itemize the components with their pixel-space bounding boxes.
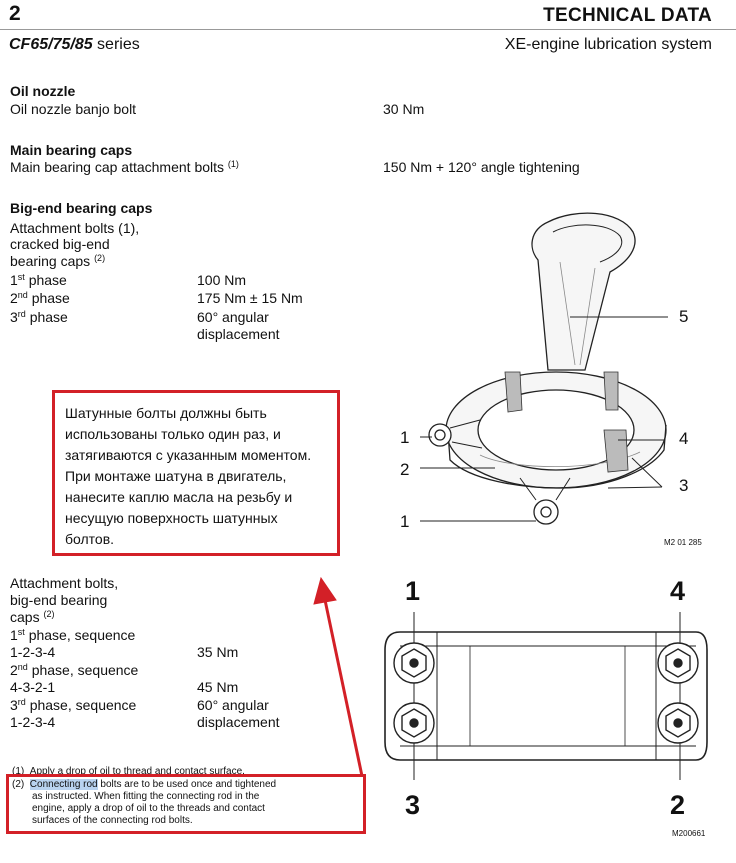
callout-1-upper: 1 [400, 428, 410, 447]
big-end-note-ref: (2) [94, 253, 106, 263]
phase-word: phase, sequence [24, 627, 136, 643]
section-subtitle: XE-engine lubrication system [504, 36, 712, 53]
callout-1-lower: 1 [400, 512, 410, 531]
big-end-phase-3-value2: displacement [197, 326, 280, 342]
bolt-label-1: 1 [405, 576, 421, 606]
phase-word: phase, sequence [25, 697, 137, 713]
oil-nozzle-item: Oil nozzle banjo bolt [10, 101, 137, 117]
oil-nozzle-heading: Oil nozzle [10, 83, 76, 99]
phase-ordinal: st [17, 627, 25, 637]
seq-phase-2-value: 45 Nm [197, 679, 239, 695]
seq-phase-2-label [10, 662, 138, 679]
phase-ordinal: st [17, 272, 25, 282]
bolt-sequence-drawing [385, 612, 707, 780]
callout-5: 5 [679, 307, 689, 326]
big-end-phase-3-value: 60° angular [197, 309, 269, 325]
seq-phase-1-value: 35 Nm [197, 644, 239, 660]
russian-annotation-note: Шатунные болты должны быть использованы только один раз, и затягиваются с указанным моментом. При монтаже шатуна в двигатель, нанесите каплю масла на резьбу и несущую поверхность шатунных болтов. [52, 390, 340, 556]
sequence-line3 [10, 609, 54, 626]
big-end-line3-text: bearing caps [10, 253, 91, 269]
big-end-line1: Attachment bolts (1), [10, 220, 140, 236]
phase-num: 3 [10, 309, 18, 325]
phase-num: 3 [10, 697, 18, 713]
phase-num: 1 [10, 272, 18, 288]
phase-word: phase [27, 290, 70, 306]
sequence-line3-text: caps [10, 609, 40, 625]
seq-phase-2-order: 4-3-2-1 [10, 679, 56, 695]
seq-phase-3-value: 60° angular [197, 697, 269, 713]
main-bearing-note-ref: (1) [227, 159, 239, 169]
seq-phase-1-label [10, 627, 135, 644]
footnote-2-line2: as instructed. When fitting the connecting rod in the [32, 791, 260, 802]
callout-2: 2 [400, 460, 410, 479]
big-end-line2: cracked big-end [10, 236, 110, 252]
sequence-line1: Attachment bolts, [10, 575, 119, 591]
section-title: TECHNICAL DATA [543, 5, 712, 26]
seq-phase-1-order: 1-2-3-4 [10, 644, 56, 660]
phase-word: phase [25, 309, 68, 325]
big-end-heading: Big-end bearing caps [10, 200, 153, 216]
sequence-note-ref: (2) [43, 609, 55, 619]
phase-num: 2 [10, 662, 18, 678]
seq-phase-3-value2: displacement [197, 714, 280, 730]
footnote-1-text: Apply a drop of oil to thread and contact surface. [29, 766, 245, 777]
footnote-2-highlight: Connecting rod [29, 779, 98, 790]
footnote-2-line4: surfaces of the connecting rod bolts. [32, 815, 193, 826]
callout-3: 3 [679, 476, 689, 495]
connecting-rod-drawing [429, 213, 666, 524]
sequence-line2: big-end bearing [10, 592, 108, 608]
phase-ordinal: rd [17, 309, 26, 319]
footnote-highlight-box [6, 774, 366, 834]
bolt-label-2: 2 [670, 790, 686, 820]
footnote-2-line3: engine, apply a drop of oil to the threads and contact [32, 803, 265, 814]
main-bearing-value: 150 Nm + 120° angle tightening [383, 159, 580, 175]
series-suffix: series [92, 36, 140, 53]
phase-ordinal: nd [17, 662, 28, 672]
phase-ordinal: rd [17, 697, 26, 707]
phase-num: 1 [10, 627, 18, 643]
phase-word: phase [24, 272, 67, 288]
bolt-label-4: 4 [670, 576, 686, 606]
oil-nozzle-value: 30 Nm [383, 101, 425, 117]
big-end-phase-2-value: 175 Nm ± 15 Nm [197, 290, 303, 306]
series-model: CF65/75/85 [9, 36, 93, 53]
main-bearing-heading: Main bearing caps [10, 142, 133, 158]
seq-phase-3-order: 1-2-3-4 [10, 714, 56, 730]
phase-num: 2 [10, 290, 18, 306]
main-bearing-item-text: Main bearing cap attachment bolts [10, 159, 225, 175]
phase-ordinal: nd [17, 290, 28, 300]
footnote-2-ref: (2) [12, 779, 25, 790]
callout-4: 4 [679, 429, 689, 448]
bolt-label-3: 3 [405, 790, 421, 820]
footnote-2-text: bolts are to be used once and tightened [97, 779, 277, 790]
figure1-code: M2 01 285 [664, 538, 702, 547]
big-end-phase-1-value: 100 Nm [197, 272, 247, 288]
red-arrow [314, 578, 362, 776]
phase-word: phase, sequence [27, 662, 139, 678]
figure2-code: M200661 [672, 829, 706, 838]
footnote-1-ref: (1) [12, 766, 25, 777]
page-number: 2 [9, 2, 21, 25]
seq-phase-3-label [10, 697, 136, 714]
